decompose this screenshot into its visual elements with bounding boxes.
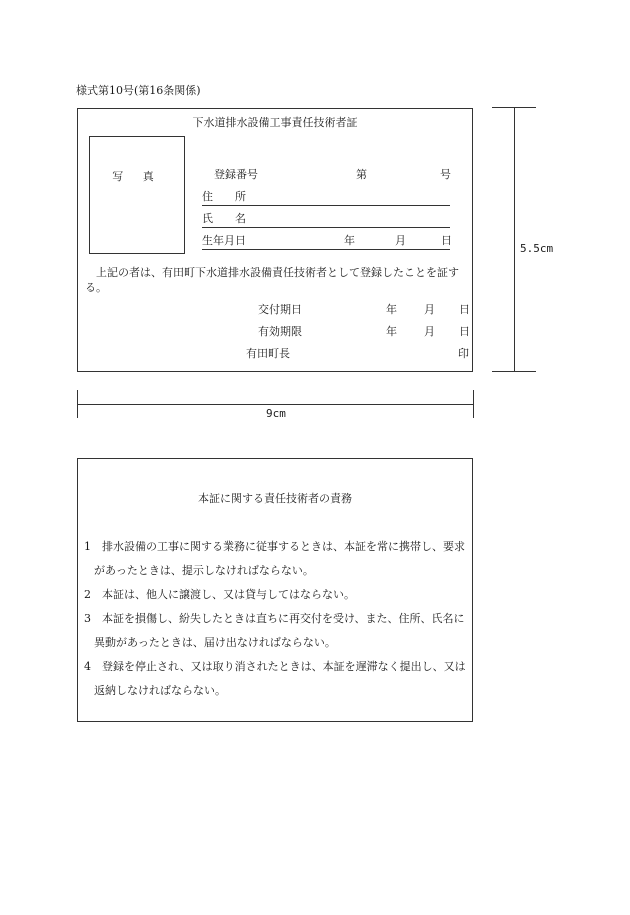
duties-title: 本証に関する責任技術者の責務 xyxy=(198,492,352,505)
certificate-card xyxy=(77,108,473,372)
duty-number: 2 xyxy=(84,588,91,601)
card-title: 下水道排水設備工事責任技術者証 xyxy=(192,116,358,129)
address-label: 住 所 xyxy=(202,190,246,203)
width-dimension-label: 9cm xyxy=(266,407,286,420)
width-dimension-right-tick xyxy=(473,390,474,418)
duty-item xyxy=(84,535,470,583)
registration-number-label: 登録番号 xyxy=(214,168,258,181)
name-field xyxy=(202,211,450,228)
card-back-duties xyxy=(77,458,473,722)
issue-month: 月 xyxy=(424,303,435,316)
name-label: 氏 名 xyxy=(202,212,246,225)
duty-item xyxy=(84,583,470,607)
birthdate-year: 年 xyxy=(344,234,355,247)
registration-dai: 第 xyxy=(356,168,367,181)
height-dimension-line xyxy=(514,107,515,372)
duty-text: 排水設備の工事に関する業務に従事するときは、本証を常に携帯し、要求があったときは、提示しなければならない。 xyxy=(94,540,465,577)
expiry-year: 年 xyxy=(386,325,397,338)
registration-go: 号 xyxy=(440,168,451,181)
photo-box xyxy=(89,136,185,254)
duty-text: 登録を停止され、又は取り消されたときは、本証を遅滞なく提出し、又は返納しなければならない。 xyxy=(94,660,466,697)
birthdate-label: 生年月日 xyxy=(202,234,246,247)
duties-list xyxy=(84,535,470,703)
expiry-month: 月 xyxy=(424,325,435,338)
expiry-day: 日 xyxy=(459,325,470,338)
duty-number: 4 xyxy=(84,660,91,673)
birthdate-field xyxy=(202,233,450,250)
duty-text: 本証を損傷し、紛失したときは直ちに再交付を受け、また、住所、氏名に異動があったときは、届け出なければならない。 xyxy=(94,612,465,649)
duty-item xyxy=(84,655,470,703)
certification-statement: 上記の者は、有田町下水道排水設備責任技術者として登録したことを証する。 xyxy=(85,266,459,294)
form-number: 様式第10号(第16条関係) xyxy=(76,84,201,97)
photo-label: 写 真 xyxy=(112,170,162,183)
address-field xyxy=(202,189,450,206)
duty-number: 1 xyxy=(84,540,91,553)
issue-year: 年 xyxy=(386,303,397,316)
duty-text: 本証は、他人に譲渡し、又は貸与してはならない。 xyxy=(102,588,355,601)
duty-number: 3 xyxy=(84,612,91,625)
mayor-label: 有田町長 xyxy=(246,347,290,360)
width-dimension-line xyxy=(77,404,473,405)
birthdate-month: 月 xyxy=(395,234,406,247)
expiry-label: 有効期限 xyxy=(258,325,302,338)
height-dimension-label: 5.5cm xyxy=(520,242,554,255)
seal-mark: 印 xyxy=(458,347,469,360)
birthdate-day: 日 xyxy=(441,234,452,247)
issue-date-label: 交付期日 xyxy=(258,303,302,316)
duty-item xyxy=(84,607,470,655)
issue-day: 日 xyxy=(459,303,470,316)
